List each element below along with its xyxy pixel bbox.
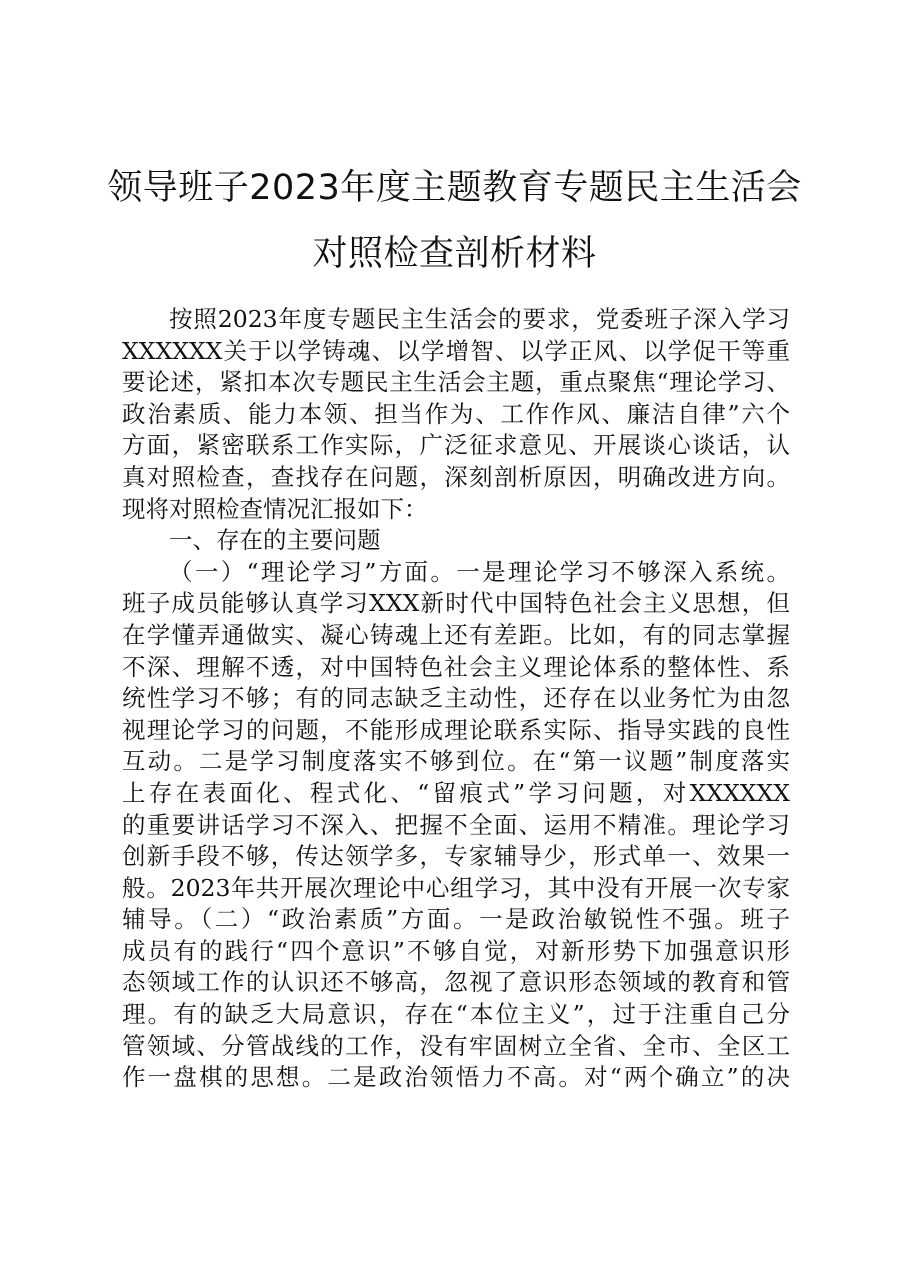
section-line: 互动。二是学习制度落实不够到位。在“第一议题”制度落实 — [122, 747, 790, 776]
section-line: 理。有的缺乏大局意识，存在“本位主义”，过于注重自己分 — [122, 1000, 790, 1029]
document-body — [122, 304, 790, 1094]
section-line: 态领域工作的认识还不够高，忽视了意识形态领域的教育和管 — [122, 968, 790, 997]
document-title-line-1: 领导班子2023年度主题教育专题民主生活会 — [107, 168, 802, 208]
section-line: 在学懂弄通做实、凝心铸魂上还有差距。比如，有的同志掌握 — [122, 620, 790, 649]
section-line: 上存在表面化、程式化、“留痕式”学习问题，对XXXXXX — [122, 778, 790, 807]
section-line: 视理论学习的问题，不能形成理论联系实际、指导实践的良性 — [122, 715, 790, 744]
section-line: 作一盘棋的思想。二是政治领悟力不高。对“两个确立”的决 — [122, 1063, 790, 1092]
document-title-line-2: 对照检查剖析材料 — [312, 234, 597, 274]
section-line: 的重要讲话学习不深入、把握不全面、运用不精准。理论学习 — [122, 810, 790, 839]
section-line: 管领域、分管战线的工作，没有牢固树立全省、全市、全区工 — [122, 1031, 790, 1060]
section-line: 统性学习不够；有的同志缺乏主动性，还存在以业务忙为由忽 — [122, 684, 790, 713]
intro-line: 现将对照检查情况汇报如下： — [122, 494, 428, 523]
intro-line: 真对照检查，查找存在问题，深刻剖析原因，明确改进方向。 — [122, 462, 790, 491]
section-line: 创新手段不够，传达领学多，专家辅导少，形式单一、效果一 — [122, 842, 790, 871]
section-line: （一）“理论学习”方面。一是理论学习不够深入系统。 — [169, 557, 790, 586]
intro-line: 要论述，紧扣本次专题民主生活会主题，重点聚焦“理论学习、 — [122, 368, 790, 397]
section-line: 班子成员能够认真学习XXX新时代中国特色社会主义思想，但 — [122, 589, 790, 618]
intro-line: XXXXXX关于以学铸魂、以学增智、以学正风、以学促干等重 — [122, 336, 790, 365]
section-line: 般。2023年共开展次理论中心组学习，其中没有开展一次专家 — [122, 873, 790, 902]
section-line: 成员有的践行“四个意识”不够自觉，对新形势下加强意识形 — [122, 936, 790, 965]
intro-line: 按照2023年度专题民主生活会的要求，党委班子深入学习 — [169, 305, 790, 333]
section-line: 辅导。（二）“政治素质”方面。一是政治敏锐性不强。班子 — [122, 905, 790, 934]
intro-line: 方面，紧密联系工作实际，广泛征求意见、开展谈心谈话，认 — [122, 431, 790, 460]
section-heading: 一、存在的主要问题 — [169, 526, 381, 555]
intro-line: 政治素质、能力本领、担当作为、工作作风、廉洁自律”六个 — [122, 399, 790, 428]
section-line: 不深、理解不透，对中国特色社会主义理论体系的整体性、系 — [122, 652, 790, 681]
